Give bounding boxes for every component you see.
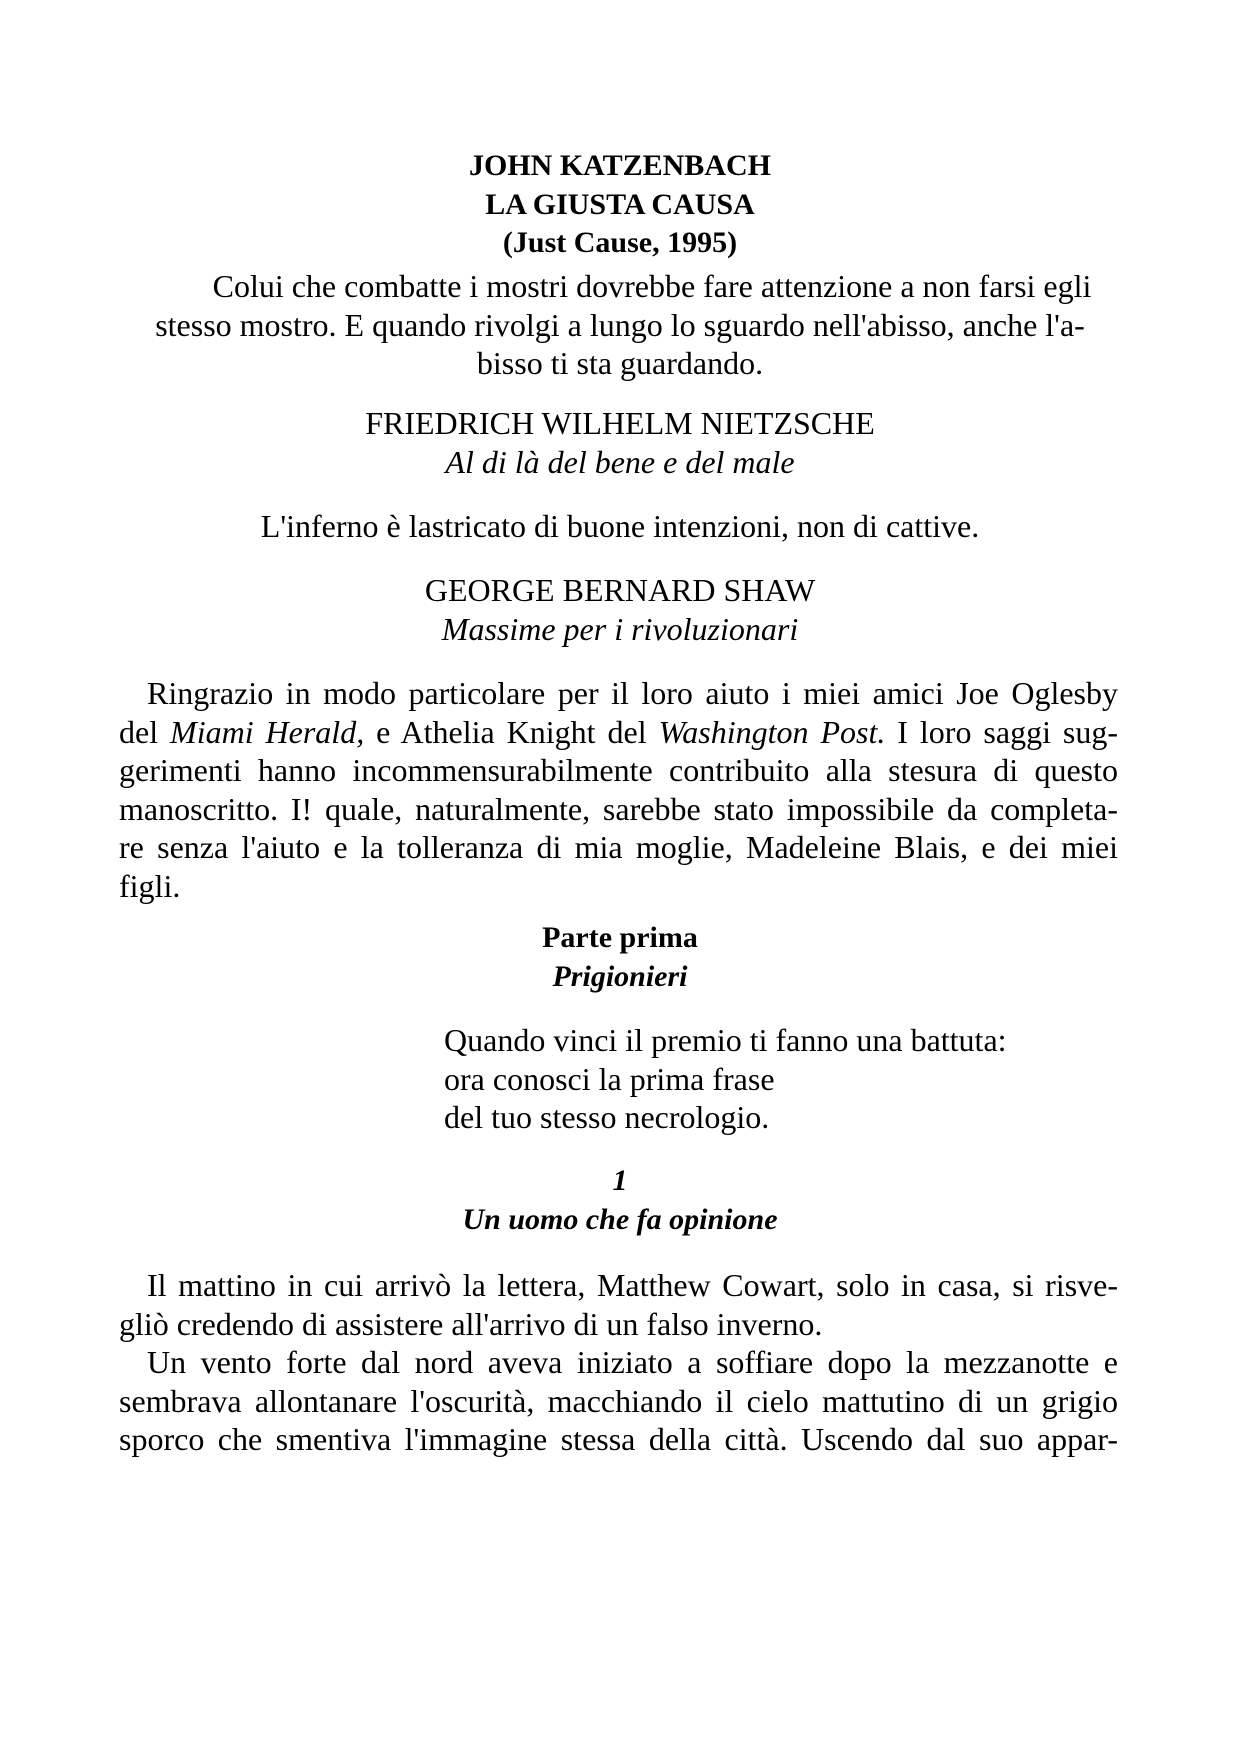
body-line: Un vento forte dal nord aveva iniziato a soffiare dopo la mezzanotte e: [147, 1344, 1118, 1380]
body-line: sembrava allontanare l'oscurità, macchiando il cielo mattutino di un grigio: [119, 1382, 1118, 1419]
ack-line: manoscritto. I! quale, naturalmente, sarebbe stato impossibile da completa-: [119, 790, 1118, 827]
epigraph-line: Colui che combatte i mostri dovrebbe fare attenzione a non farsi egli: [212, 268, 1092, 304]
ack-line: gerimenti hanno incommensurabilmente contribuito alla stesura di questo: [119, 752, 1118, 788]
chapter-title: Un uomo che fa opinione: [462, 1202, 778, 1236]
epigraph-line: L'inferno è lastricato di buone intenzioni, non di cattive.: [260, 508, 980, 544]
poem-line: del tuo stesso necrologio.: [444, 1099, 770, 1135]
epigraph-source: Massime per i rivoluzionari: [441, 610, 799, 647]
epigraph-line: stesso mostro. E quando rivolgi a lungo lo sguardo nell'abisso, anche l'a-: [155, 306, 1085, 343]
ack-line: Ringrazio in modo particolare per il loro aiuto i miei amici Joe Oglesby: [147, 675, 1118, 711]
ack-line: figli.: [119, 867, 181, 904]
newspaper-washington-post: Washington Post.: [658, 713, 886, 750]
chapter-heading: [0, 1162, 1240, 1239]
ack-line: re senza l'aiuto e la tolleranza di mia moglie, Madeleine Blais, e dei miei: [119, 829, 1118, 865]
epigraph-shaw: [0, 507, 1240, 546]
newspaper-miami-herald: Miami Herald,: [170, 713, 365, 750]
epigraph-shaw-credit: [0, 571, 1240, 648]
epigraph-nietzsche: [0, 267, 1240, 383]
epigraph-source: Al di là del bene e del male: [445, 443, 795, 480]
epigraph-author: FRIEDRICH WILHELM NIETZSCHE: [365, 405, 875, 441]
author-name: JOHN KATZENBACH: [469, 149, 771, 182]
poem-line: ora conosci la prima frase: [444, 1060, 775, 1097]
chapter-body: [119, 1266, 1118, 1459]
part-epigraph-poem: [444, 1021, 1007, 1137]
acknowledgments: [119, 674, 1118, 905]
part-heading: [0, 919, 1240, 996]
ack-line-mixed: del Miami Herald, e Athelia Knight del Washington Post. I loro saggi sug-: [119, 713, 1119, 750]
epigraph-line: bisso ti sta guardando.: [476, 345, 764, 381]
poem-line: Quando vinci il premio ti fanno una battuta:: [444, 1022, 1007, 1058]
body-line: gliò credendo di assistere all'arrivo di un falso inverno.: [119, 1305, 823, 1342]
part-label: Parte prima: [542, 921, 698, 954]
book-header: [0, 147, 1240, 263]
book-title: LA GIUSTA CAUSA: [485, 187, 755, 221]
original-title: (Just Cause, 1995): [502, 226, 738, 259]
epigraph-nietzsche-credit: [0, 404, 1240, 481]
epigraph-author: GEORGE BERNARD SHAW: [424, 572, 816, 608]
body-line: sporco che smentiva l'immagine stessa della città. Uscendo dal suo appar-: [119, 1421, 1118, 1457]
chapter-number: 1: [612, 1164, 628, 1197]
part-title: Prigionieri: [552, 959, 688, 993]
body-line: Il mattino in cui arrivò la lettera, Matthew Cowart, solo in casa, si risve-: [147, 1267, 1118, 1303]
